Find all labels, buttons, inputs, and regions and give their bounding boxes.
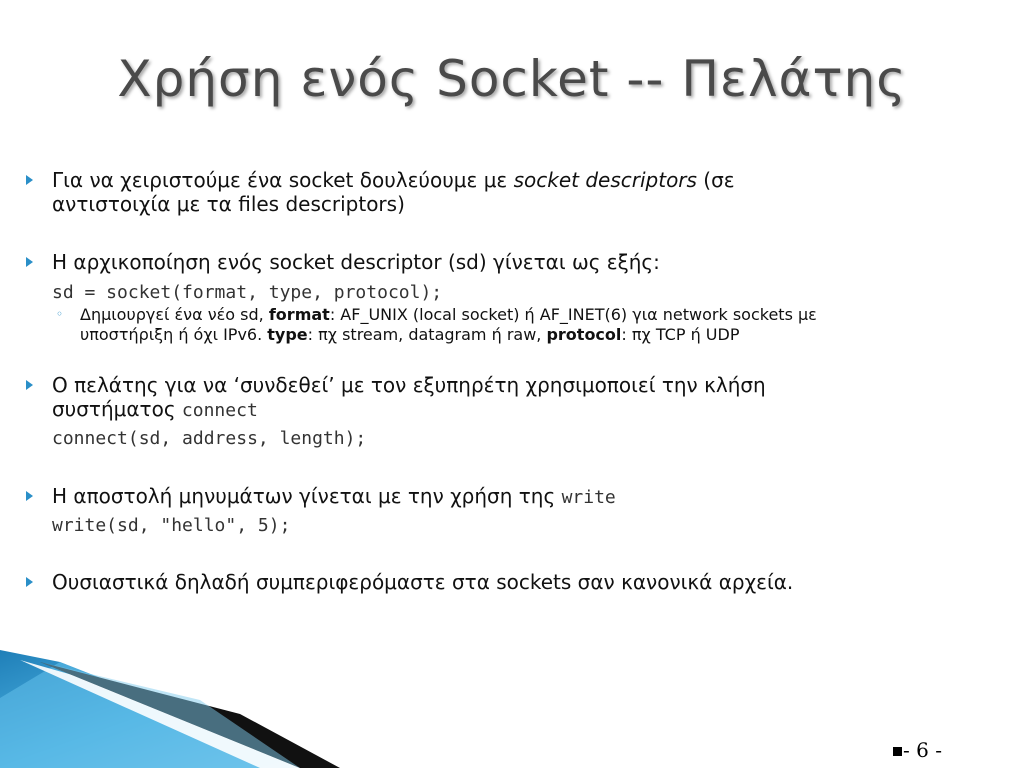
- page-marker-icon: [893, 747, 902, 756]
- bullet-1-line-2: αντιστοιχία με τα files descriptors): [52, 192, 405, 216]
- code-write-call: write(sd, "hello", 5);: [52, 515, 291, 536]
- bullet-arrow-icon: [26, 577, 33, 587]
- bullet-arrow-icon: [26, 175, 33, 185]
- bullet-4-line-1: Η αποστολή μηνυμάτων γίνεται με την χρήση της write: [52, 484, 616, 508]
- page-number: - 6 -: [893, 738, 942, 762]
- sub-bullet-line-2: υποστήριξη ή όχι IPv6. type: πχ stream, datagram ή raw, protocol: πχ TCP ή UDP: [80, 325, 740, 344]
- bullet-5-line-1: Ουσιαστικά δηλαδή συμπεριφερόμαστε στα sockets σαν κανονικά αρχεία.: [52, 570, 794, 594]
- decorative-swoosh: [0, 640, 1024, 768]
- bullet-3-line-2: συστήματος connect: [52, 397, 258, 421]
- sub-bullet-circle-icon: ◦: [56, 307, 64, 321]
- bullet-arrow-icon: [26, 491, 33, 501]
- bullet-2-line-1: Η αρχικοποίηση ενός socket descriptor (sd) γίνεται ως εξής:: [52, 250, 660, 274]
- code-socket-call: sd = socket(format, type, protocol);: [52, 282, 443, 303]
- bullet-arrow-icon: [26, 380, 33, 390]
- bullet-3-line-1: Ο πελάτης για να ‘συνδεθεί’ με τον εξυπηρέτη χρησιμοποιεί την κλήση: [52, 373, 766, 397]
- bullet-arrow-icon: [26, 257, 33, 267]
- slide-title: Χρήση ενός Socket -- Πελάτης: [117, 50, 907, 108]
- bullet-1-line-1: Για να χειριστούμε ένα socket δουλεύουμε με socket descriptors (σε: [52, 168, 735, 192]
- sub-bullet-line-1: Δημιουργεί ένα νέο sd, format: AF_UNIX (local socket) ή AF_INET(6) για network sockets με: [80, 305, 817, 324]
- code-connect-call: connect(sd, address, length);: [52, 428, 367, 449]
